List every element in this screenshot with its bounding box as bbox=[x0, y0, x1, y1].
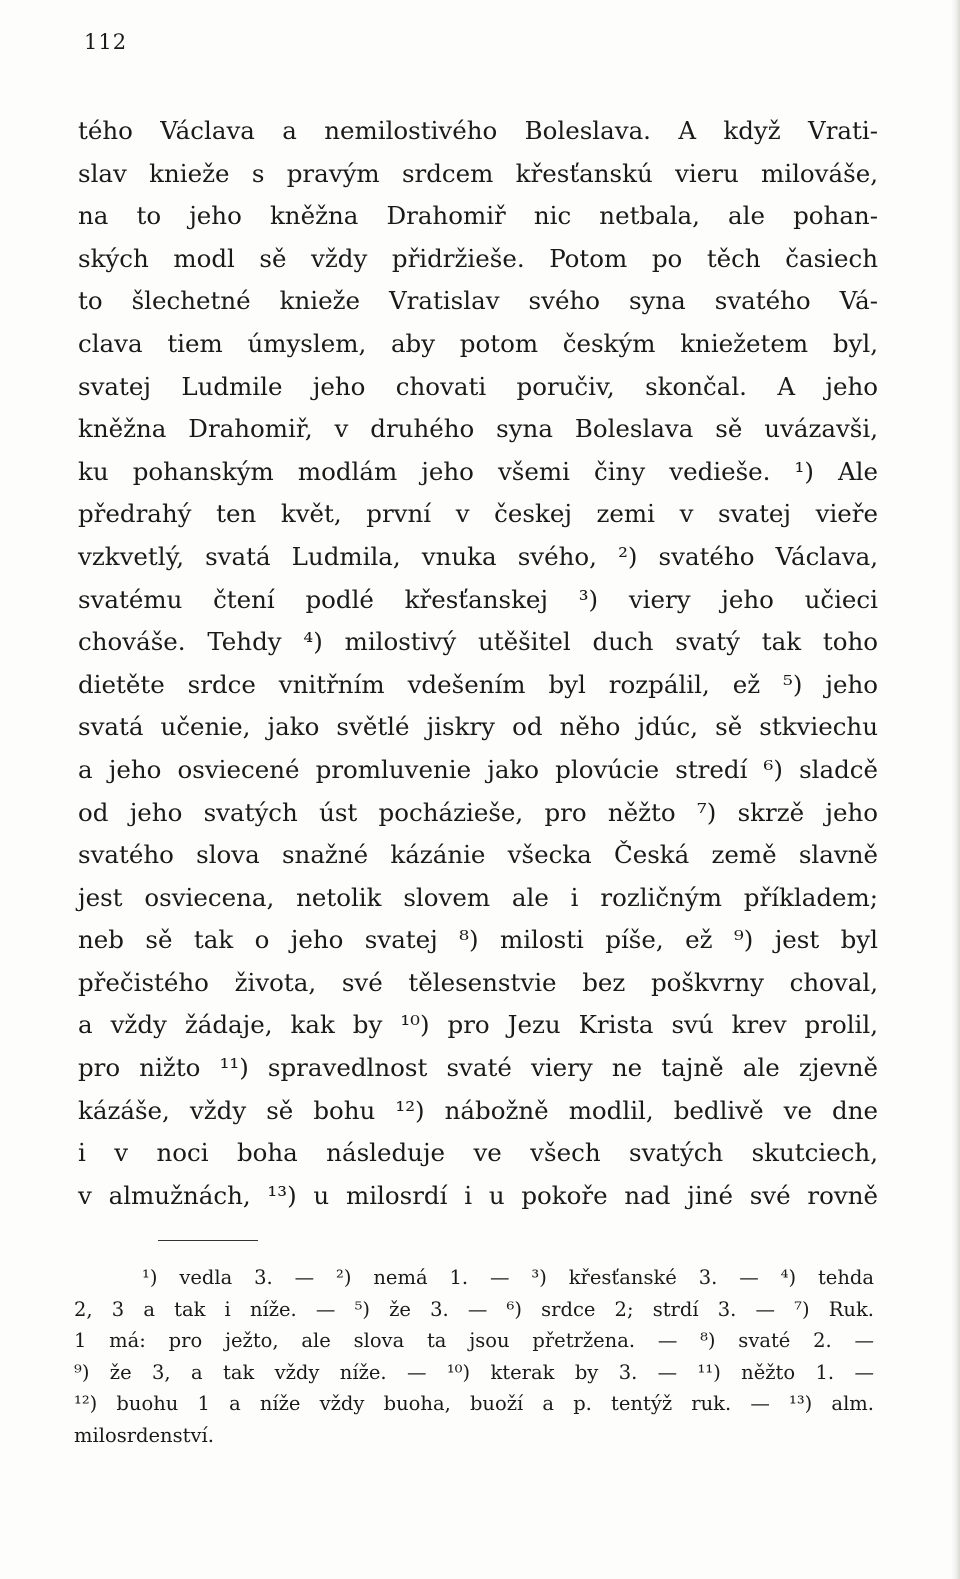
text-line: předrahý ten květ, první v českej zemi v svatej vieře bbox=[78, 499, 878, 529]
text-line: svatému čtení podlé křesťanskej ³) viery jeho učieci bbox=[78, 584, 878, 614]
text-line: svatej Ludmile jeho chovati poručiv, skončal. A jeho bbox=[78, 371, 878, 401]
text-line: v almužnách, ¹³) u milosrdí i u pokoře nad jiné své rovně bbox=[78, 1180, 878, 1210]
text-line: dietěte srdce vnitřním vdešením byl rozpálil, ež ⁵) jeho bbox=[78, 669, 878, 699]
footnote-line: 1 má: pro ježto, ale slova ta jsou přetržena. — ⁸) svaté 2. — bbox=[74, 1329, 874, 1353]
text-line: a jeho osviecené promluvenie jako plovúcie stredí ⁶) sladcě bbox=[78, 754, 878, 784]
text-line: to šlechetné knieže Vratislav svého syna svatého Vá- bbox=[78, 286, 878, 316]
text-line: ských modl sě vždy přidržieše. Potom po těch časiech bbox=[78, 243, 878, 273]
footnote-line: ⁹) že 3, a tak vždy níže. — ¹⁰) kterak by 3. — ¹¹) něžto 1. — bbox=[74, 1360, 874, 1384]
text-line: kněžna Drahomiř, v druhého syna Boleslava sě uvázavši, bbox=[78, 414, 878, 444]
footnote-line: ¹) vedla 3. — ²) nemá 1. — ³) křesťanské 3. — ⁴) tehda bbox=[142, 1266, 874, 1289]
footnote-line: 2, 3 a tak i níže. — ⁵) že 3. — ⁶) srdce 2; strdí 3. — ⁷) Ruk. bbox=[74, 1297, 874, 1321]
page-number: 112 bbox=[84, 30, 128, 54]
text-line: svatého slova snažné kázánie všecka Česká země slavně bbox=[78, 840, 878, 870]
footnote-line: ¹²) buohu 1 a níže vždy buoha, buoží a p. tentýž ruk. — ¹³) alm. bbox=[74, 1392, 874, 1416]
text-line: tého Václava a nemilostivého Boleslava. A když Vrati- bbox=[78, 116, 878, 145]
text-line: pro nižto ¹¹) spravedlnost svaté viery ne tajně ale zjevně bbox=[78, 1053, 878, 1083]
footnotes bbox=[74, 1262, 874, 1452]
text-line: na to jeho kněžna Drahomiř nic netbala, ale pohan- bbox=[78, 201, 878, 231]
text-line: chováše. Tehdy ⁴) milostivý utěšitel duch svatý tak toho bbox=[78, 627, 878, 657]
footnote-separator bbox=[158, 1240, 258, 1241]
text-line: neb sě tak o jeho svatej ⁸) milosti píše, ež ⁹) jest byl bbox=[78, 925, 878, 955]
text-line: i v noci boha následuje ve všech svatých skutciech, bbox=[78, 1138, 878, 1168]
text-line: slav knieže s pravým srdcem křesťanskú vieru milováše, bbox=[78, 158, 878, 188]
text-line: jest osviecena, netolik slovem ale i rozličným příkladem; bbox=[78, 882, 878, 912]
text-line: clava tiem úmyslem, aby potom českým kniežetem byl, bbox=[78, 328, 878, 358]
text-line: kázáše, vždy sě bohu ¹²) nábožně modlil, bedlivě ve dne bbox=[78, 1095, 878, 1125]
main-text bbox=[78, 110, 878, 1217]
text-line: a vždy žádaje, kak by ¹⁰) pro Jezu Krista svú krev prolil, bbox=[78, 1010, 878, 1040]
text-line: od jeho svatých úst pocházieše, pro něžto ⁷) skrzě jeho bbox=[78, 797, 878, 827]
text-line: vzkvetlý, svatá Ludmila, vnuka svého, ²) svatého Václava, bbox=[78, 541, 878, 571]
text-line: přečistého života, své tělesenstvie bez poškvrny choval, bbox=[78, 967, 878, 997]
text-line: ku pohanským modlám jeho všemi činy vedieše. ¹) Ale bbox=[78, 456, 878, 486]
footnote-line: milosrdenství. bbox=[74, 1423, 214, 1447]
page-edge-shadow bbox=[950, 0, 960, 1579]
text-line: svatá učenie, jako světlé jiskry od něho jdúc, sě stkviechu bbox=[78, 712, 878, 742]
